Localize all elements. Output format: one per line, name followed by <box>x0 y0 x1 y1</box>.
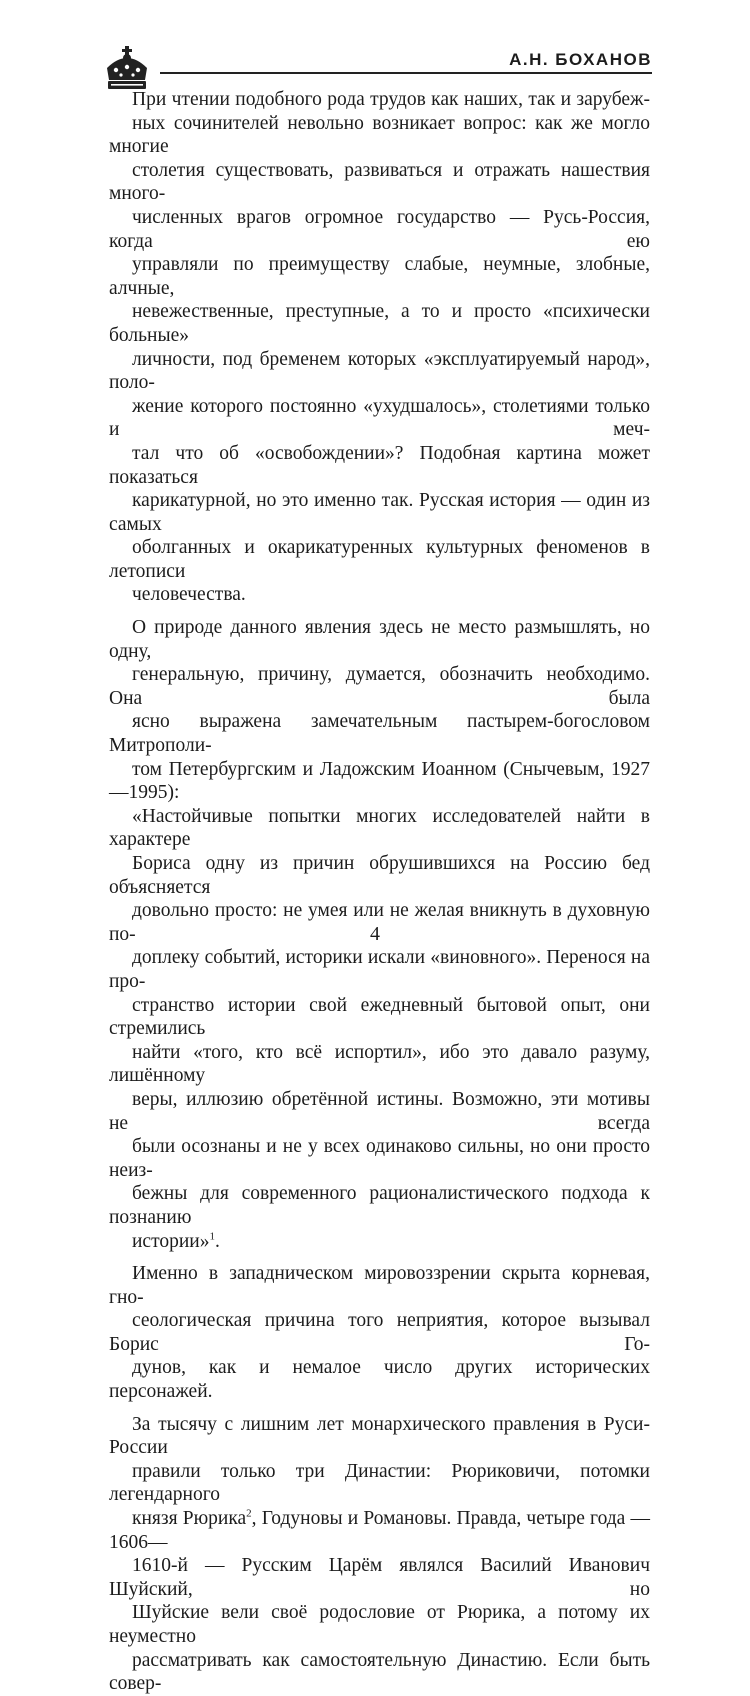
footnote-ref-2[interactable]: 2 <box>246 1507 252 1520</box>
text-line: сеологическая причина того неприятия, которое вызывал Борис Го- <box>109 1310 650 1355</box>
paragraph-4 <box>109 1413 650 1696</box>
text-line: тал что об «освобождении»? Подобная картина может показаться <box>109 442 650 488</box>
text-line: «Настойчивые попытки многих исследователей найти в характере <box>109 805 650 851</box>
text-line: 1610-й — Русским Царём являлся Василий Иванович Шуйский, но <box>109 1555 650 1600</box>
page-number: 4 <box>370 923 380 945</box>
text-line: Именно в западническом мировоззрении скрыта корневая, гно- <box>109 1263 650 1308</box>
text-line: бежны для современного рационалистического подхода к познанию <box>109 1183 650 1228</box>
text-line <box>109 1507 650 1554</box>
paragraph-3 <box>109 1262 650 1404</box>
body-text <box>109 88 650 1696</box>
text-line: том Петербургским и Ладожским Иоанном (Снычевым, 1927—1995): <box>109 758 650 804</box>
text-line: За тысячу с лишним лет монархического правления в Руси-России <box>109 1413 650 1459</box>
text-line: столетия существовать, развиваться и отражать нашествия много- <box>109 159 650 205</box>
text-line: невежественные, преступные, а то и просто «психически больные» <box>109 301 650 346</box>
text-line: управляли по преимуществу слабые, неумные, злобные, алчные, <box>109 254 650 299</box>
text-line: карикатурной, но это именно так. Русская история — один из самых <box>109 490 650 535</box>
text-line: Бориса одну из причин обрушившихся на Россию бед объясняется <box>109 853 650 898</box>
text-line: О природе данного явления здесь не место размышлять, но одну, <box>109 617 650 662</box>
text-line: правили только три Династии: Рюриковичи, потомки легендарного <box>109 1460 650 1506</box>
text-line: странство истории свой ежедневный бытовой опыт, они стремились <box>109 994 650 1040</box>
text-line: При чтении подобного рода трудов как наших, так и зарубеж- <box>132 89 650 110</box>
footnote-ref-1[interactable]: 1 <box>209 1230 215 1242</box>
running-header-author: А.Н. БОХАНОВ <box>509 50 652 69</box>
text-line: оболганных и окарикатуренных культурных феноменов в летописи <box>109 537 650 582</box>
text-line: довольно просто: не умея или не желая вникнуть в духовную по- <box>109 900 650 945</box>
paragraph-1 <box>109 88 650 607</box>
text-line: Шуйские вели своё родословие от Рюрика, а потому их неуместно <box>109 1602 650 1647</box>
header-rule <box>160 72 652 74</box>
text-line: дунов, как и немалое число других исторических персонажей. <box>109 1357 650 1403</box>
text-line: ясно выражена замечательным пастырем-богословом Митрополи- <box>109 711 650 757</box>
text-line: доплеку событий, историки искали «виновного». Перенося на про- <box>109 947 650 992</box>
text-line: человечества. <box>132 584 246 606</box>
text-line: численных врагов огромное государство — Русь-Россия, когда ею <box>109 206 650 252</box>
sentence-end: . <box>214 1230 220 1252</box>
text-line <box>109 1230 650 1254</box>
text-line: личности, под бременем которых «эксплуатируемый народ», поло- <box>109 348 650 394</box>
text-line: рассматривать как самостоятельную Династию. Если быть совер- <box>109 1649 650 1695</box>
text-line: ных сочинителей невольно возникает вопрос: как же могло многие <box>109 112 650 158</box>
text-line: генеральную, причину, думается, обозначить необходимо. Она была <box>109 664 650 709</box>
quote-end-text: истории» <box>132 1230 210 1252</box>
crown-icon <box>102 46 152 92</box>
text-line: найти «того, кто всё испортил», ибо это давало разуму, лишённому <box>109 1041 650 1087</box>
text-fragment: князя Рюрика <box>132 1508 247 1530</box>
text-line: веры, иллюзию обретённой истины. Возможно, эти мотивы не всегда <box>109 1088 650 1134</box>
text-line: были осознаны и не у всех одинаково сильны, но они просто неиз- <box>109 1136 650 1181</box>
text-line: жение которого постоянно «ухудшалось», столетиями только и меч- <box>109 395 650 441</box>
running-header <box>100 42 652 94</box>
text-fragment: , Годуновы и Романовы. Правда, четыре года — 1606— <box>109 1508 651 1553</box>
